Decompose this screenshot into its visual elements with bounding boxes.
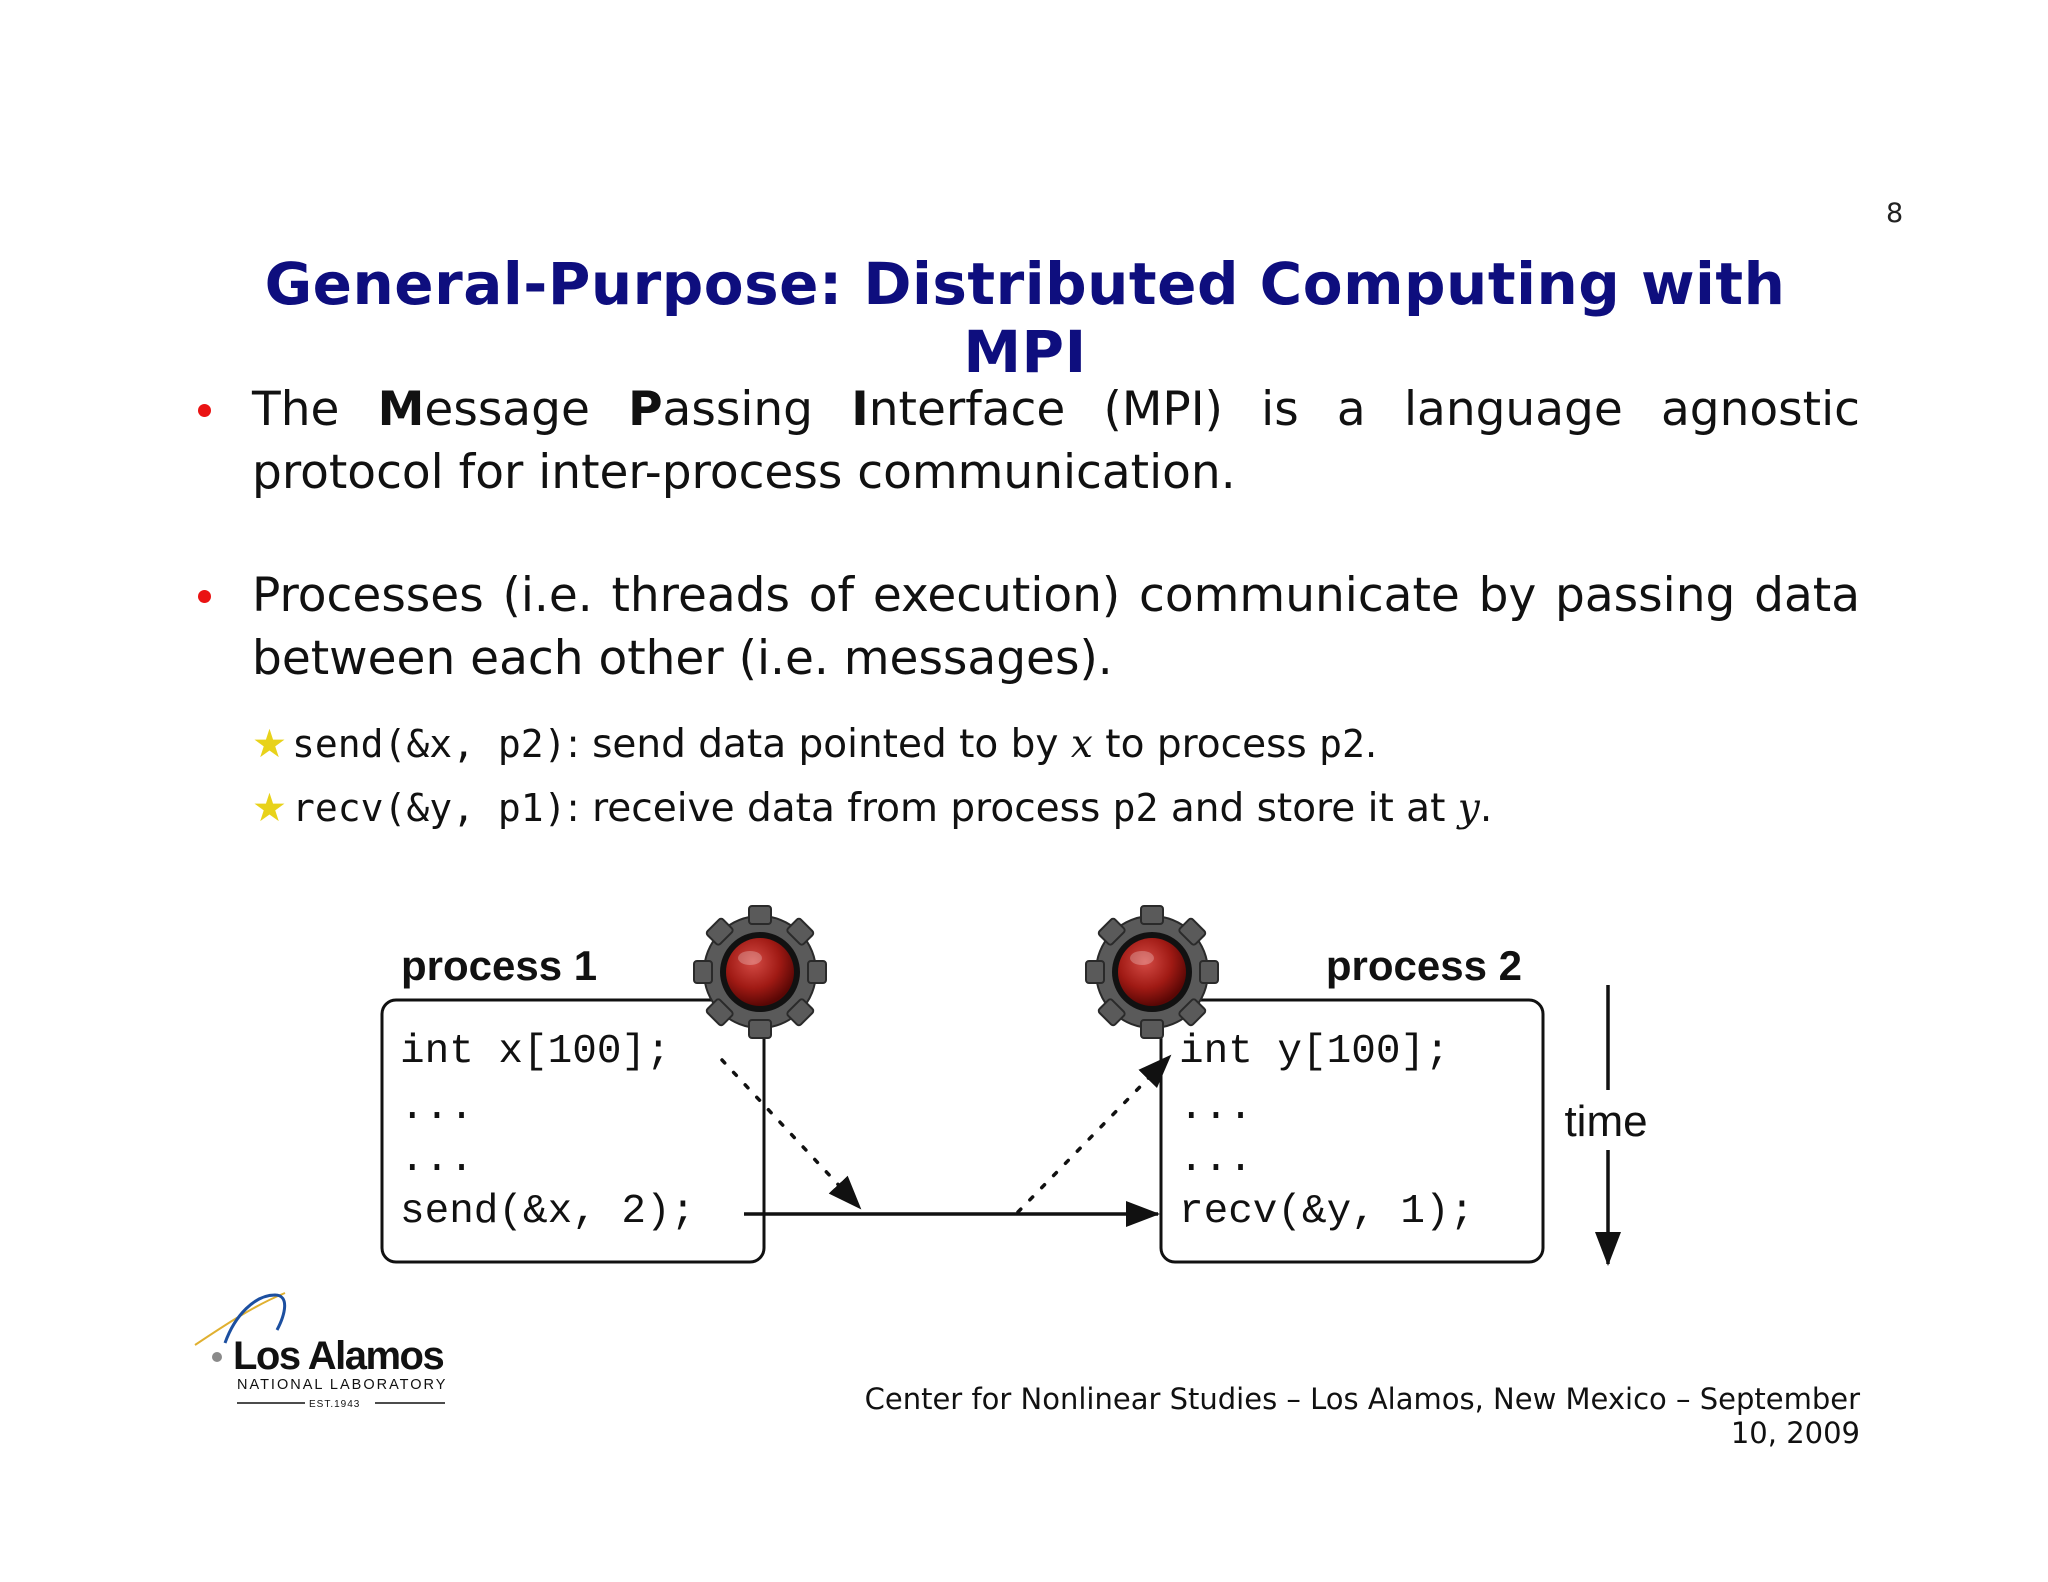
process1-line: ... xyxy=(400,1137,474,1183)
process2-line: recv(&y, 1); xyxy=(1179,1189,1475,1235)
star-icon: ★ xyxy=(252,786,287,831)
bullet-text: The Message Passing Interface (MPI) is a language agnostic protocol for inter-process communication. xyxy=(252,382,1860,500)
timing-arrow-2 xyxy=(1018,1056,1170,1212)
footer: Center for Nonlinear Studies – Los Alamos, New Mexico – September 10, 2009 xyxy=(864,1382,1860,1450)
slide-title: General-Purpose: Distributed Computing with MPI xyxy=(264,250,1786,386)
process1-line: send(&x, 2); xyxy=(400,1189,696,1235)
process1-line: int x[100]; xyxy=(400,1029,671,1075)
star-icon: ★ xyxy=(252,722,287,767)
sub-bullet-recv: ★ recv(&y, p1): receive data from process p2 and store it at y. xyxy=(252,786,1493,831)
process2-line: int y[100]; xyxy=(1179,1029,1450,1075)
time-label: time xyxy=(1564,1097,1648,1146)
process1-line: ... xyxy=(400,1085,474,1131)
process2-line: ... xyxy=(1179,1137,1253,1183)
process2-line: ... xyxy=(1179,1085,1253,1131)
los-alamos-logo xyxy=(185,1285,465,1415)
gear-icon xyxy=(694,906,826,1038)
logo-subtitle: NATIONAL LABORATORY xyxy=(237,1377,448,1393)
bullet-text: Processes (i.e. threads of execution) communicate by passing data between each other (i.e. messages). xyxy=(252,568,1860,686)
process2-label: process 2 xyxy=(1325,942,1522,989)
process1-label: process 1 xyxy=(401,942,598,989)
sub-bullet-send: ★ send(&x, p2): send data pointed to by x to process p2. xyxy=(252,722,1378,767)
page-number: 8 xyxy=(1886,198,1904,229)
logo-est: EST.1943 xyxy=(309,1399,361,1410)
gear-icon xyxy=(1086,906,1218,1038)
logo-dot xyxy=(212,1352,222,1362)
logo-name: Los Alamos xyxy=(233,1334,444,1378)
